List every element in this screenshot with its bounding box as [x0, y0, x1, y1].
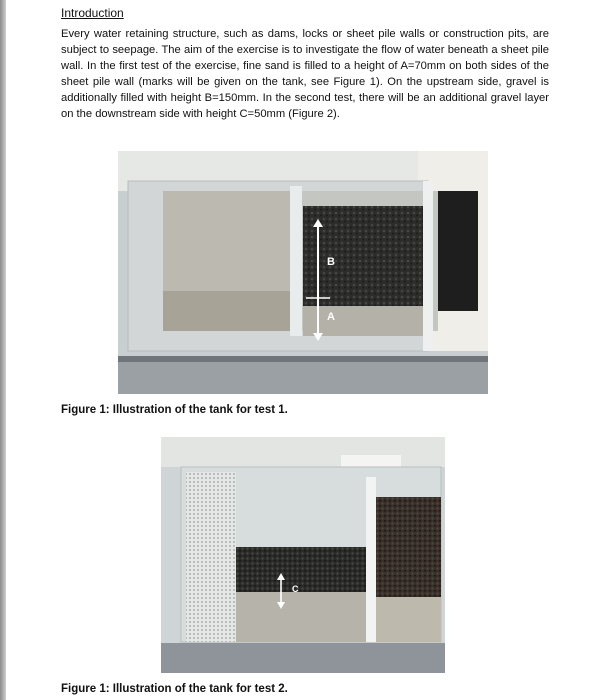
label-a: A: [327, 311, 335, 323]
page-edge: [0, 0, 6, 700]
figure-1-photo: [118, 151, 488, 394]
figure-1-caption: Figure 1: Illustration of the tank for test 1.: [61, 404, 288, 416]
figure-2-photo: [161, 437, 445, 673]
figure-2-caption: Figure 1: Illustration of the tank for test 2.: [61, 683, 288, 695]
section-heading: Introduction: [61, 6, 124, 20]
label-c: C: [292, 584, 299, 594]
document-body: [61, 6, 549, 122]
intro-paragraph: Every water retaining structure, such as dams, locks or sheet pile walls or construction pits, are subject to seepage. The aim of the exercise is to investigate the flow of water beneath a sheet pile wall. In the first test of the exercise, fine sand is filled to a height of A=70mm on both sides of the sheet pile wall (marks will be given on the tank, see Figure 1). On the upstream side, gravel is additionally filled with height B=150mm. In the second test, there will be an additional gravel layer on the downstream side with height C=50mm (Figure 2).: [61, 28, 549, 120]
label-b: B: [327, 256, 335, 268]
